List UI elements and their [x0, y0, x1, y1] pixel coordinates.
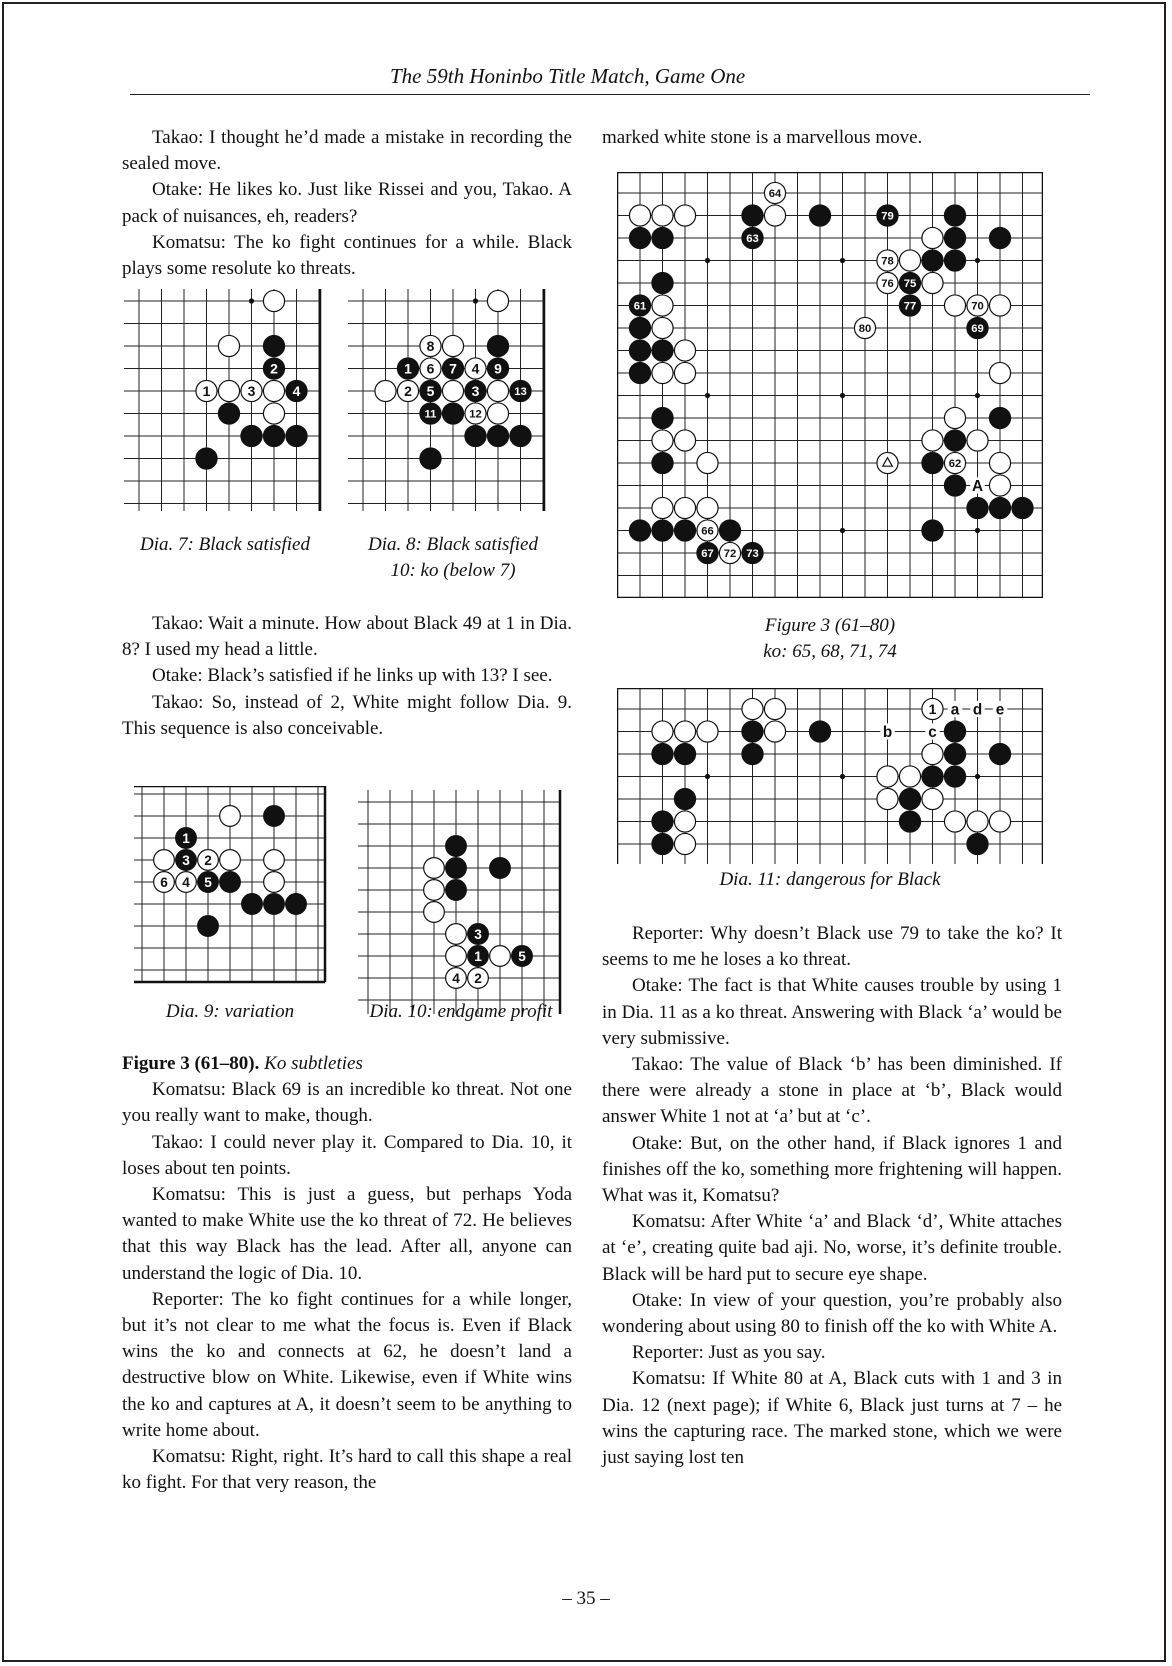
white-stone [176, 872, 197, 893]
black-stone [652, 227, 673, 248]
move-number: 67 [701, 548, 714, 561]
white-stone [967, 295, 988, 316]
go-diagram-dia10 [358, 790, 574, 1018]
black-stone [922, 766, 943, 787]
go-diagram-figure3 [617, 172, 1043, 598]
go-diagram-dia9 [134, 786, 334, 986]
white-stone [442, 335, 463, 356]
paragraph: Otake: Black’s satisfied if he links up with 13? I see. [152, 665, 553, 687]
go-diagram-dia11 [617, 688, 1043, 866]
move-number: 79 [881, 210, 894, 223]
black-stone [899, 811, 920, 832]
left-column-middle-text [122, 611, 572, 742]
black-stone [652, 520, 673, 541]
black-stone [877, 205, 898, 226]
black-stone [490, 858, 511, 879]
black-stone [286, 425, 307, 446]
black-stone [944, 766, 965, 787]
white-stone [764, 205, 785, 226]
black-stone [652, 452, 673, 473]
move-number: 11 [424, 408, 437, 421]
move-number: 9 [494, 360, 502, 377]
move-number: 78 [881, 255, 894, 268]
white-stone [420, 335, 441, 356]
move-number: 70 [971, 300, 984, 313]
white-stone [652, 317, 673, 338]
paragraph: Reporter: Just as you say. [632, 1342, 826, 1364]
star-point [840, 393, 845, 398]
section-subtitle: Ko subtleties [264, 1053, 363, 1074]
caption-figure3: Figure 3 (61–80) ko: 65, 68, 71, 74 [763, 615, 897, 662]
white-stone [652, 295, 673, 316]
star-point [705, 774, 710, 779]
paragraph: Komatsu: After White ‘a’ and Black ‘d’, White attaches at ‘e’, creating quite bad aji. No, worse, it’s definite trouble. Black will be hard put to secure eye shape. [602, 1211, 1062, 1285]
black-stone [263, 335, 284, 356]
star-point [975, 528, 980, 533]
black-stone [967, 497, 988, 518]
white-stone [877, 766, 898, 787]
black-stone [198, 872, 219, 893]
white-stone [264, 872, 285, 893]
white-stone [922, 430, 943, 451]
white-stone [652, 430, 673, 451]
caption-dia9: Dia. 9: variation [165, 1001, 295, 1022]
black-stone [809, 205, 830, 226]
black-stone [922, 250, 943, 271]
white-stone [154, 872, 175, 893]
black-stone [989, 227, 1010, 248]
black-stone [397, 358, 418, 379]
white-stone [674, 362, 695, 383]
move-number: 66 [701, 525, 714, 538]
paragraph: Takao: Wait a minute. How about Black 49 at 1 in Dia. 8? I used my head a little. [122, 613, 572, 661]
white-stone [989, 475, 1010, 496]
white-stone [397, 380, 418, 401]
right-column-text [602, 921, 1062, 1471]
star-point [705, 393, 710, 398]
point-label [970, 701, 984, 719]
point-label [993, 701, 1007, 719]
paragraph: Komatsu: If White 80 at A, Black cuts with 1 and 3 in Dia. 12 (next page); if White 6, Black just turns at 7 – he wins the capturing race. The marked stone, which we were just saying lost ten [602, 1368, 1062, 1469]
black-stone [629, 340, 650, 361]
black-stone [1012, 497, 1033, 518]
section-heading-line [122, 1051, 572, 1077]
move-number: 4 [182, 874, 190, 890]
move-number: 1 [928, 701, 937, 718]
white-stone [674, 811, 695, 832]
black-stone [742, 205, 763, 226]
black-stone [220, 872, 241, 893]
white-stone [218, 335, 239, 356]
svg-text:c: c [928, 723, 937, 741]
white-stone [220, 806, 241, 827]
white-stone [468, 968, 489, 989]
white-stone [922, 698, 943, 719]
black-stone [922, 452, 943, 473]
white-stone [263, 380, 284, 401]
white-stone [220, 850, 241, 871]
white-stone [764, 721, 785, 742]
white-stone [967, 430, 988, 451]
move-number: 3 [247, 383, 256, 400]
left-column-bottom-text [122, 1051, 572, 1496]
white-stone [967, 811, 988, 832]
black-stone [652, 833, 673, 854]
black-stone [944, 227, 965, 248]
black-stone [420, 403, 441, 424]
paragraph: Takao: I thought he’d made a mistake in recording the sealed move. [122, 127, 572, 175]
move-number: 64 [768, 188, 782, 201]
point-label [925, 723, 939, 741]
caption-dia11: Dia. 11: dangerous for Black [719, 869, 941, 890]
move-number: 4 [292, 383, 301, 400]
black-stone [487, 335, 508, 356]
running-head-title: The 59th Honinbo Title Match, Game One [390, 64, 746, 88]
white-stone [989, 295, 1010, 316]
svg-text:A: A [971, 477, 984, 495]
white-stone [652, 205, 673, 226]
move-number: 1 [404, 360, 412, 377]
move-number: 3 [471, 383, 480, 400]
black-stone [944, 205, 965, 226]
svg-text:e: e [995, 701, 1005, 719]
white-stone [922, 788, 943, 809]
black-stone [652, 272, 673, 293]
white-stone [154, 850, 175, 871]
caption-dia10: Dia. 10: endgame profit [369, 1001, 553, 1022]
paragraph: Otake: He likes ko. Just like Rissei and you, Takao. A pack of nuisances, eh, readers? [122, 179, 572, 227]
black-stone [286, 894, 307, 915]
white-stone [944, 811, 965, 832]
white-stone [697, 452, 718, 473]
white-stone [697, 721, 718, 742]
move-number: 2 [404, 383, 412, 400]
black-stone [742, 227, 763, 248]
paragraph: Takao: The value of Black ‘b’ has been diminished. If there were already a stone in place at ‘b’, Black would answer White 1 not at ‘a’ but at ‘c’. [602, 1054, 1062, 1128]
go-diagram-dia8 [348, 289, 556, 515]
black-stone [176, 850, 197, 871]
white-stone [652, 721, 673, 742]
move-number: 63 [746, 233, 759, 246]
paragraph: Takao: So, instead of 2, White might follow Dia. 9. This sequence is also conceivable. [122, 691, 572, 739]
black-stone [487, 425, 508, 446]
star-point [840, 258, 845, 263]
move-number: 3 [182, 852, 190, 868]
white-stone [854, 317, 875, 338]
black-stone [468, 924, 489, 945]
white-stone [196, 380, 217, 401]
black-stone [652, 407, 673, 428]
black-stone [218, 403, 239, 424]
black-stone [512, 946, 533, 967]
star-point [975, 393, 980, 398]
black-stone [652, 340, 673, 361]
white-stone [424, 880, 445, 901]
paragraph: Otake: In view of your question, you’re probably also wondering about using 80 to finish off the ko with White A. [602, 1289, 1062, 1338]
black-stone [198, 916, 219, 937]
move-number: 8 [426, 338, 435, 355]
move-number: 4 [452, 970, 460, 986]
move-number: 13 [514, 386, 527, 399]
move-number: 75 [903, 278, 917, 291]
white-stone [674, 497, 695, 518]
paragraph: Otake: The fact is that White causes trouble by using 1 in Dia. 11 as a ko threat. Answering with Black ‘a’ would be very submissive. [602, 975, 1062, 1049]
white-stone [764, 182, 785, 203]
white-stone [446, 968, 467, 989]
white-stone [674, 430, 695, 451]
black-stone [196, 448, 217, 469]
go-diagram-dia7 [124, 289, 332, 515]
white-stone [487, 290, 508, 311]
white-stone [674, 833, 695, 854]
white-stone [465, 403, 486, 424]
white-stone [944, 295, 965, 316]
black-stone [989, 497, 1010, 518]
black-stone [967, 833, 988, 854]
black-stone [446, 836, 467, 857]
black-stone [629, 520, 650, 541]
svg-text:b: b [882, 723, 893, 741]
white-stone [877, 272, 898, 293]
black-stone [629, 295, 650, 316]
black-stone [989, 407, 1010, 428]
white-stone [487, 403, 508, 424]
black-stone [922, 520, 943, 541]
white-stone [263, 290, 284, 311]
right-column-top-text [602, 125, 1062, 151]
black-stone [944, 430, 965, 451]
paragraph: Komatsu: The ko fight continues for a while. Black plays some resolute ko threats. [122, 231, 572, 280]
black-stone [263, 358, 284, 379]
move-number: 6 [426, 360, 435, 377]
white-stone [922, 272, 943, 293]
black-stone [264, 894, 285, 915]
black-stone [629, 227, 650, 248]
star-point [840, 774, 845, 779]
star-point [975, 258, 980, 263]
move-number: 69 [971, 323, 984, 336]
black-stone [420, 448, 441, 469]
black-stone [742, 721, 763, 742]
point-label [880, 723, 894, 741]
black-stone [442, 403, 463, 424]
black-stone [899, 295, 920, 316]
black-stone [629, 362, 650, 383]
move-number: 4 [471, 360, 480, 377]
svg-text:d: d [972, 701, 983, 719]
white-stone [487, 380, 508, 401]
white-stone [674, 721, 695, 742]
move-number: 61 [633, 300, 647, 313]
white-stone [674, 340, 695, 361]
star-point [705, 258, 710, 263]
white-stone [899, 766, 920, 787]
black-stone [286, 380, 307, 401]
black-stone [674, 743, 695, 764]
black-stone [264, 806, 285, 827]
black-stone [742, 743, 763, 764]
move-number: 3 [474, 926, 482, 942]
move-number: 7 [449, 360, 457, 377]
move-number: 2 [474, 970, 482, 986]
black-stone [446, 880, 467, 901]
paragraph: Komatsu: Black 69 is an incredible ko threat. Not one you really want to make, though. [122, 1079, 572, 1127]
move-number: 1 [474, 948, 482, 964]
black-stone [674, 788, 695, 809]
star-point [473, 298, 478, 303]
black-stone [465, 425, 486, 446]
svg-text:a: a [950, 701, 960, 719]
white-stone [263, 403, 284, 424]
white-stone [241, 380, 262, 401]
black-stone [510, 425, 531, 446]
move-number: 5 [204, 874, 212, 890]
white-stone [697, 520, 718, 541]
black-stone [242, 894, 263, 915]
move-number: 72 [723, 548, 737, 561]
black-stone [719, 520, 740, 541]
move-number: 12 [469, 408, 482, 421]
black-stone [674, 520, 695, 541]
white-stone [420, 358, 441, 379]
left-column-top-text [122, 125, 572, 282]
black-stone [176, 828, 197, 849]
white-stone [198, 850, 219, 871]
move-number: 80 [858, 323, 872, 336]
white-stone [989, 452, 1010, 473]
paragraph: marked white stone is a marvellous move. [602, 127, 923, 148]
white-stone [877, 452, 898, 473]
point-label [948, 701, 962, 719]
white-stone [652, 362, 673, 383]
star-point [840, 528, 845, 533]
white-stone [764, 698, 785, 719]
move-number: 2 [204, 852, 212, 868]
black-stone [510, 380, 531, 401]
running-head [130, 60, 1090, 95]
white-stone [877, 250, 898, 271]
white-stone [442, 380, 463, 401]
white-stone [922, 227, 943, 248]
white-stone [742, 698, 763, 719]
section-heading: Figure 3 (61–80). [122, 1053, 260, 1074]
move-number: 2 [270, 360, 278, 377]
black-stone [899, 272, 920, 293]
black-stone [629, 317, 650, 338]
black-stone [487, 358, 508, 379]
move-number: 1 [182, 830, 190, 846]
paragraph: Komatsu: Right, right. It’s hard to call this shape a real ko fight. For that very reason, the [122, 1446, 572, 1494]
white-stone [652, 497, 673, 518]
black-stone [241, 425, 262, 446]
black-stone [742, 542, 763, 563]
white-stone [465, 358, 486, 379]
black-stone [967, 317, 988, 338]
paragraph: Reporter: Why doesn’t Black use 79 to take the ko? It seems to me he loses a ko threat. [602, 923, 1062, 971]
white-stone [264, 850, 285, 871]
white-stone [490, 946, 511, 967]
caption-dia8: Dia. 8: Black satisfied 10: ko (below 7) [368, 534, 538, 581]
black-stone [989, 743, 1010, 764]
black-stone [420, 380, 441, 401]
black-stone [899, 788, 920, 809]
black-stone [697, 542, 718, 563]
black-stone [465, 380, 486, 401]
paragraph: Reporter: The ko fight continues for a while longer, but it’s not clear to me what the focus is. Even if Black wins the ko and connects at 62, he doesn’t land a destructive blow on White. Likewise, even if White wins the ko and captures at A, it doesn’t seem to be anything to write home about. [122, 1288, 572, 1441]
black-stone [442, 358, 463, 379]
caption-dia7: Dia. 7: Black satisfied [140, 534, 310, 555]
white-stone [446, 924, 467, 945]
white-stone [989, 811, 1010, 832]
black-stone [468, 946, 489, 967]
white-stone [674, 205, 695, 226]
black-stone [944, 721, 965, 742]
paragraph: Komatsu: This is just a guess, but perhaps Yoda wanted to make White use the ko threat of 72. He believes that this way Black has the lead. After all, anyone can understand the logic of Dia. 10. [122, 1184, 572, 1284]
move-number: 73 [746, 548, 759, 561]
black-stone [263, 425, 284, 446]
paragraph: Otake: But, on the other hand, if Black ignores 1 and finishes off the ko, something more frightening will happen. What was it, Komatsu? [602, 1132, 1062, 1207]
star-point [975, 774, 980, 779]
black-stone [446, 858, 467, 879]
white-stone [424, 902, 445, 923]
move-number: 76 [881, 278, 894, 291]
move-number: 5 [426, 383, 435, 400]
black-stone [944, 743, 965, 764]
white-stone [944, 407, 965, 428]
white-stone [719, 542, 740, 563]
white-stone [989, 362, 1010, 383]
black-stone [652, 743, 673, 764]
star-point [249, 298, 254, 303]
white-stone [375, 380, 396, 401]
point-label [970, 477, 984, 495]
black-stone [809, 721, 830, 742]
white-stone [446, 946, 467, 967]
move-number: 77 [903, 300, 917, 313]
white-stone [877, 788, 898, 809]
move-number: 1 [202, 383, 211, 400]
move-number: 6 [160, 874, 168, 890]
black-stone [652, 811, 673, 832]
white-stone [629, 205, 650, 226]
move-number: 62 [948, 458, 962, 471]
paragraph: Takao: I could never play it. Compared to Dia. 10, it loses about ten points. [122, 1131, 572, 1179]
white-stone [944, 452, 965, 473]
white-stone [218, 380, 239, 401]
move-number: 5 [518, 948, 526, 964]
white-stone [922, 743, 943, 764]
white-stone [899, 250, 920, 271]
white-stone [697, 497, 718, 518]
black-stone [944, 250, 965, 271]
black-stone [944, 475, 965, 496]
white-stone [424, 858, 445, 879]
page-number: – 35 – [562, 1588, 610, 1609]
